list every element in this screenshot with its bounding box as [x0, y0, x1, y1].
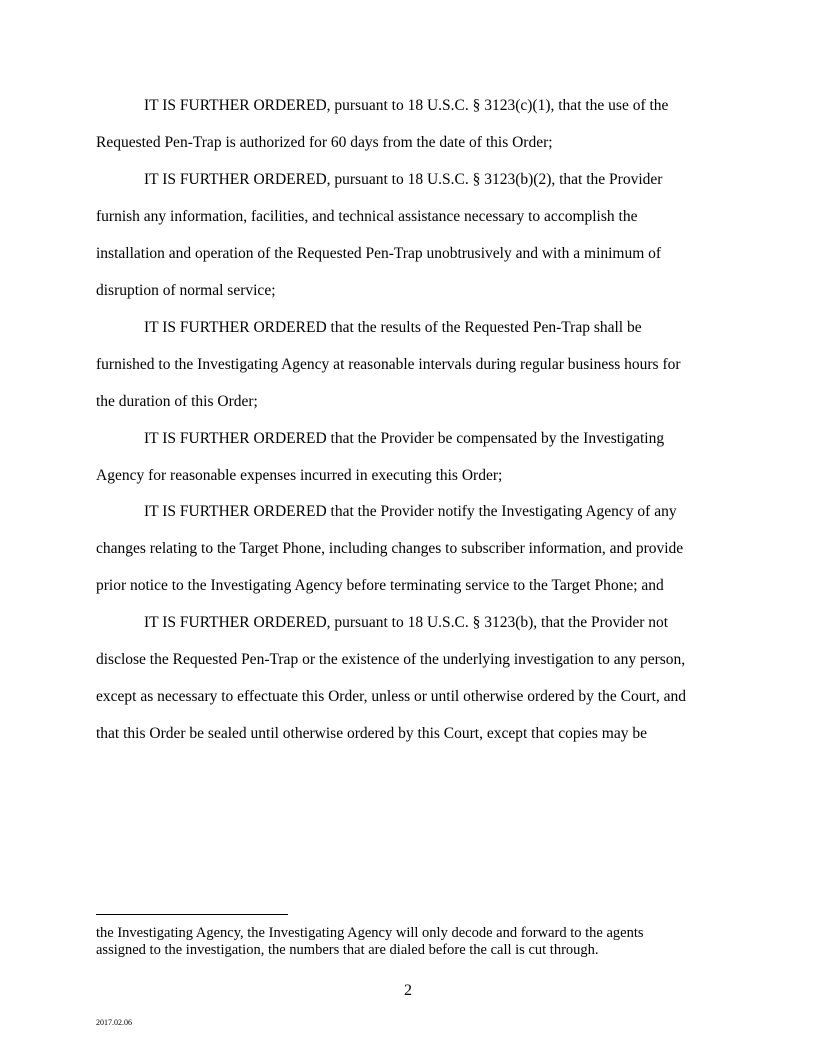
footnote-separator — [96, 914, 288, 915]
body-line: changes relating to the Target Phone, including changes to subscriber information, and provide — [96, 540, 684, 557]
body-line: installation and operation of the Requested Pen-Trap unobtrusively and with a minimum of — [96, 245, 662, 262]
body-line: that this Order be sealed until otherwise ordered by this Court, except that copies may be — [96, 725, 647, 742]
body-line: Requested Pen-Trap is authorized for 60 days from the date of this Order; — [96, 134, 553, 151]
body-line: IT IS FURTHER ORDERED, pursuant to 18 U.S.C. § 3123(c)(1), that the use of the — [144, 97, 669, 114]
body-line: IT IS FURTHER ORDERED, pursuant to 18 U.S.C. § 3123(b)(2), that the Provider — [144, 171, 663, 188]
footnote-line: assigned to the investigation, the numbers that are dialed before the call is cut through. — [96, 942, 599, 958]
body-line: Agency for reasonable expenses incurred in executing this Order; — [96, 467, 503, 484]
body-line: furnished to the Investigating Agency at reasonable intervals during regular business hours for — [96, 356, 681, 373]
body-line: IT IS FURTHER ORDERED, pursuant to 18 U.S.C. § 3123(b), that the Provider not — [144, 614, 669, 631]
date-stamp: 2017.02.06 — [96, 1018, 132, 1027]
body-line: except as necessary to effectuate this Order, unless or until otherwise ordered by the Court, and — [96, 688, 687, 705]
body-line: the duration of this Order; — [96, 393, 258, 410]
body-line: furnish any information, facilities, and technical assistance necessary to accomplish the — [96, 208, 638, 225]
body-line: IT IS FURTHER ORDERED that the results of the Requested Pen-Trap shall be — [144, 319, 642, 336]
page-number: 2 — [404, 982, 412, 999]
body-line: disclose the Requested Pen-Trap or the existence of the underlying investigation to any person, — [96, 651, 686, 668]
body-line: disruption of normal service; — [96, 282, 276, 299]
body-line: IT IS FURTHER ORDERED that the Provider notify the Investigating Agency of any — [144, 503, 677, 520]
body-line: prior notice to the Investigating Agency before terminating service to the Target Phone; and — [96, 577, 664, 594]
body-line: IT IS FURTHER ORDERED that the Provider be compensated by the Investigating — [144, 430, 665, 447]
footnote-line: the Investigating Agency, the Investigating Agency will only decode and forward to the agents — [96, 925, 644, 941]
